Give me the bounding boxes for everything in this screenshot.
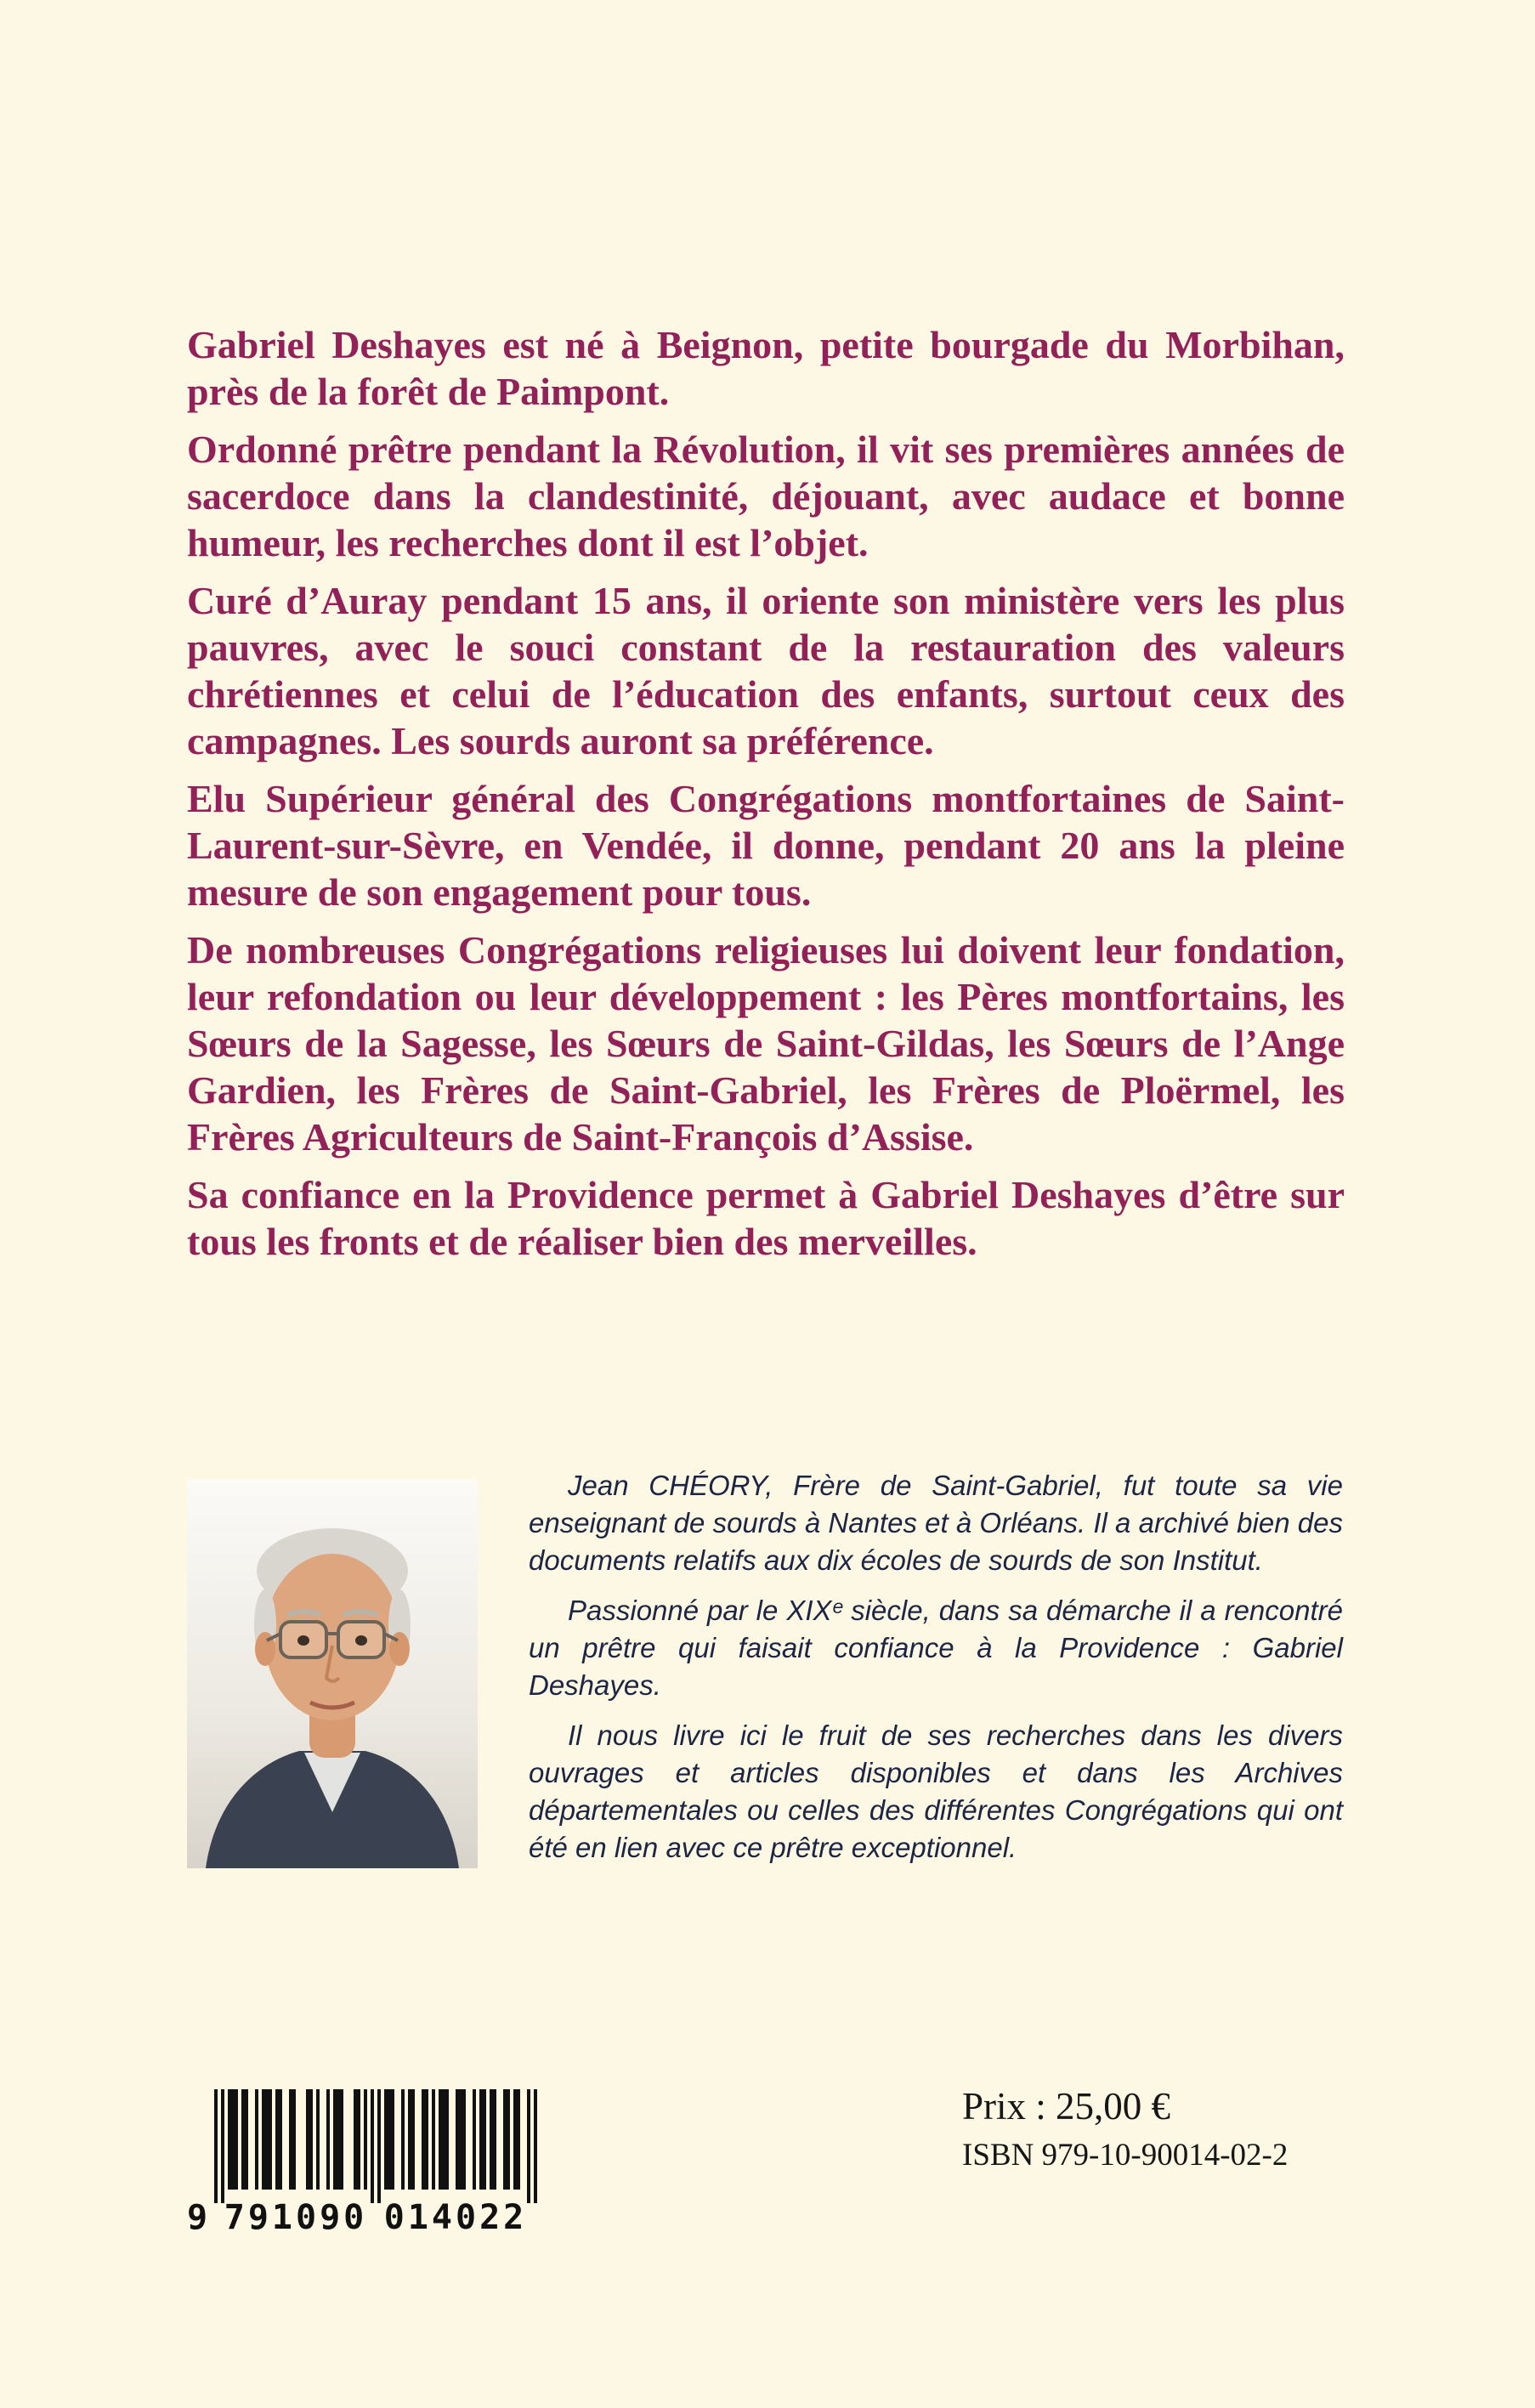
blurb-paragraph-4: Elu Supérieur général des Congrégations montfortaines de Saint-Laurent-sur-Sèvre, en Vendée, il donne, pendant 20 ans la pleine mesure de son engagement pour tous. [187, 777, 1345, 914]
bio-paragraph-1: Jean CHÉORY, Frère de Saint-Gabriel, fut toute sa vie enseignant de sourds à Nantes et à Orléans. Il a archivé bien des documents relatifs aux dix écoles de sourds de son Institut. [529, 1470, 1343, 1576]
svg-text:014022: 014022 [383, 2198, 528, 2234]
blurb-section [187, 321, 1345, 1276]
ean13-barcode [185, 2089, 542, 2234]
price: Prix : 25,00 € [962, 2085, 1171, 2128]
svg-text:791090: 791090 [224, 2198, 368, 2234]
blurb-paragraph-5: De nombreuses Congrégations religieuses lui doivent leur fondation, leur refondation ou leur développement : les Pères montfortains, les Sœurs de la Sagesse, les Sœurs de Saint-Gildas, les Sœurs de l’Ange Gardien, les Frères de Saint-Gabriel, les Frères de Ploërmel, les Frères Agriculteurs de Saint-François d’Assise. [187, 928, 1345, 1159]
barcode [185, 2089, 542, 2234]
blurb-paragraph-2: Ordonné prêtre pendant la Révolution, il vit ses premières années de sacerdoce dans la clandestinité, déjouant, avec audace et bonne humeur, les recherches dont il est l’objet. [187, 428, 1345, 564]
isbn: ISBN 979-10-90014-02-2 [962, 2138, 1289, 2173]
blurb-paragraph-6: Sa confiance en la Providence permet à Gabriel Deshayes d’être sur tous les fronts et de réaliser bien des merveilles. [187, 1173, 1345, 1263]
blurb-paragraph-3: Curé d’Auray pendant 15 ans, il oriente son ministère vers les plus pauvres, avec le souci constant de la restauration des valeurs chrétiennes et celui de l’éducation des enfants, surtout ceux des campagnes. Les sourds auront sa préférence. [187, 579, 1345, 762]
bio-paragraph-2: Passionné par le XIXᵉ siècle, dans sa démarche il a rencontré un prêtre qui faisait confiance à la Providence : Gabriel Deshayes. [529, 1595, 1343, 1701]
author-portrait-illustration [187, 1479, 478, 1868]
blurb-paragraph-1: Gabriel Deshayes est né à Beignon, petite bourgade du Morbihan, près de la forêt de Paimpont. [187, 323, 1345, 413]
author-bio-section [529, 1467, 1343, 1879]
pricing-block [962, 2084, 1489, 2174]
author-photo [187, 1479, 478, 1868]
bio-paragraph-3: Il nous livre ici le fruit de ses recherches dans les divers ouvrages et articles disponibles et dans les Archives départementales ou celles des différentes Congrégations qui ont été en lien avec ce prêtre exceptionnel. [529, 1720, 1343, 1863]
svg-text:9: 9 [187, 2198, 208, 2234]
